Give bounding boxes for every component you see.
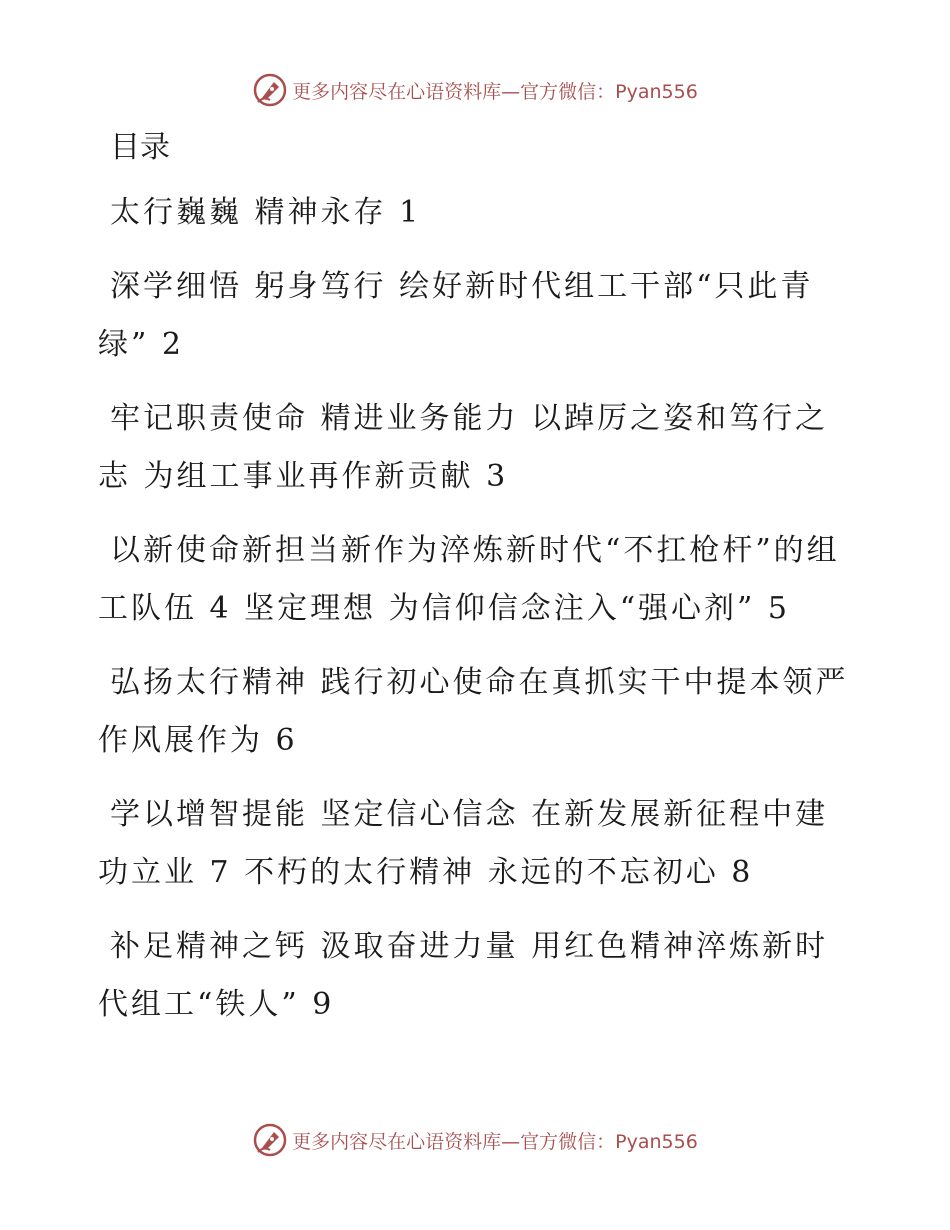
toc-title: 目录 — [110, 130, 170, 165]
pen-nib-logo-icon — [252, 72, 288, 108]
table-of-contents — [98, 118, 858, 1050]
pen-nib-logo-icon — [252, 1122, 288, 1158]
header-watermark-banner — [0, 70, 950, 110]
toc-entry-7: 补足精神之钙 汲取奋进力量 用红色精神淬炼新时代组工“铁人” 9 — [98, 929, 829, 1022]
header-watermark-text: 更多内容尽在心语资料库—官方微信：Pyan556 — [292, 80, 698, 103]
footer-watermark-banner — [0, 1120, 950, 1160]
toc-entry-5: 弘扬太行精神 践行初心使命在真抓实干中提本领严作风展作为 6 — [98, 665, 849, 758]
toc-entry-4: 以新使命新担当新作为淬炼新时代“不扛枪杆”的组工队伍 4 坚定理想 为信仰信念注入“强心剂” 5 — [98, 533, 840, 626]
footer-watermark-text: 更多内容尽在心语资料库—官方微信：Pyan556 — [292, 1130, 698, 1153]
toc-entry-2: 深学细悟 躬身笃行 绘好新时代组工干部“只此青绿” 2 — [98, 269, 814, 362]
toc-entry-1: 太行巍巍 精神永存 1 — [110, 195, 422, 230]
toc-entry-3: 牢记职责使命 精进业务能力 以踔厉之姿和笃行之志 为组工事业再作新贡献 3 — [98, 401, 829, 494]
toc-entry-6: 学以增智提能 坚定信心信念 在新发展新征程中建功立业 7 不朽的太行精神 永远的不忘初心 8 — [98, 797, 829, 890]
